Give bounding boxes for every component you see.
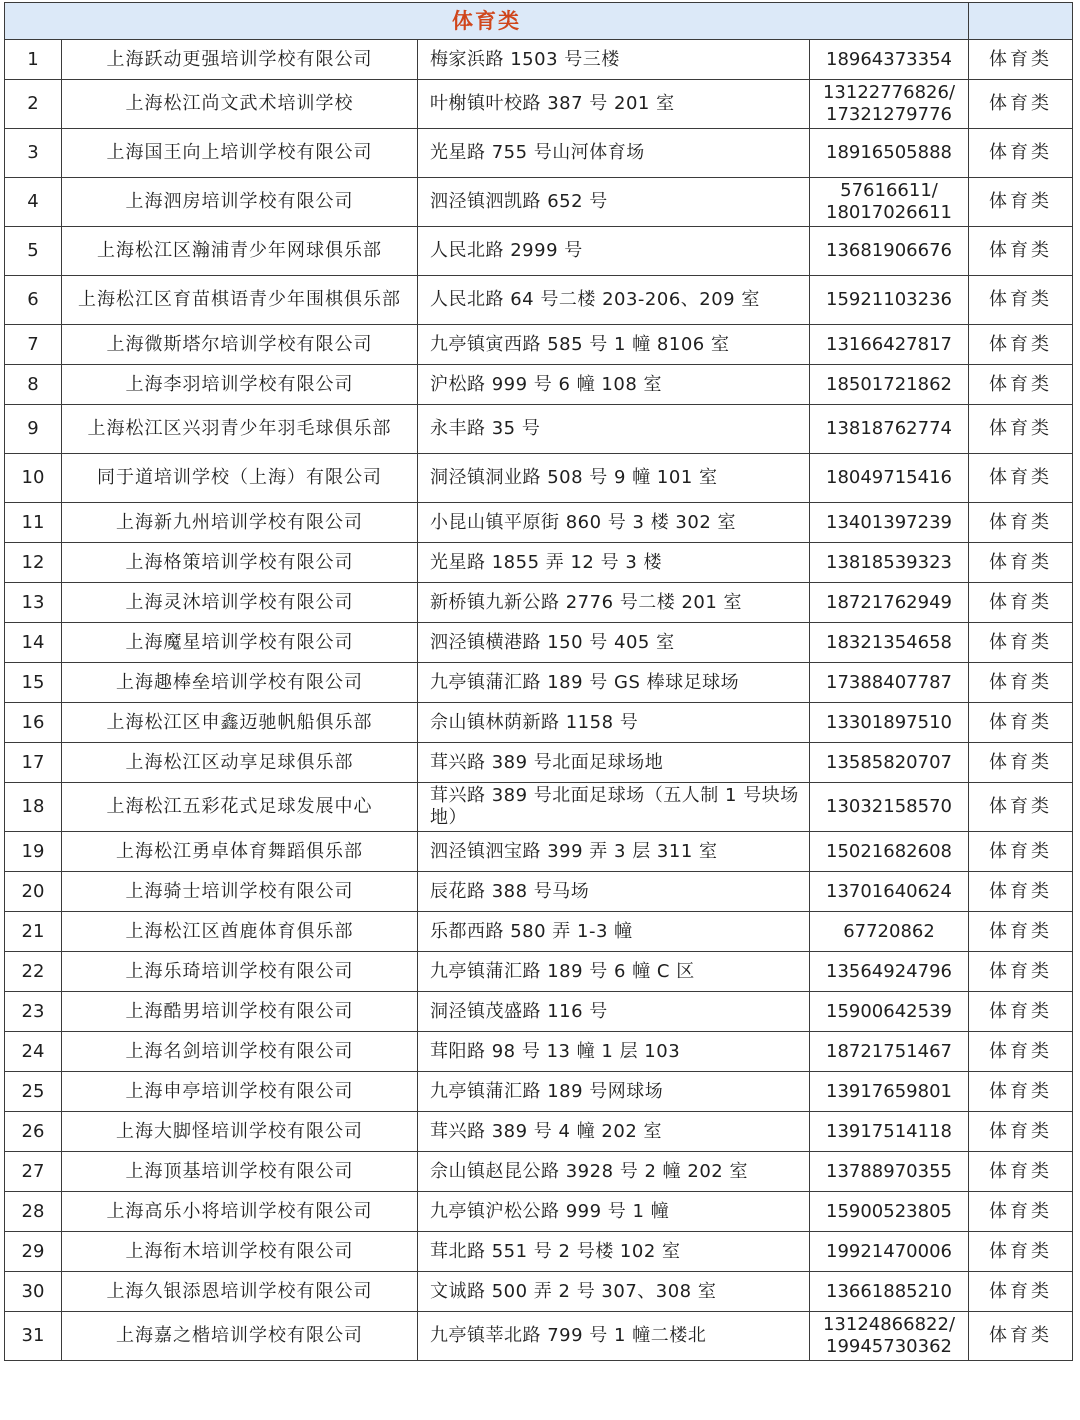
institution-category: 体育类 [969, 1152, 1073, 1192]
institution-name: 上海新九州培训学校有限公司 [62, 503, 418, 543]
row-number: 31 [5, 1312, 62, 1361]
row-number: 8 [5, 365, 62, 405]
row-number: 26 [5, 1112, 62, 1152]
table-row [5, 543, 1073, 583]
institution-phone: 13788970355 [810, 1152, 969, 1192]
table-row [5, 503, 1073, 543]
institution-category: 体育类 [969, 912, 1073, 952]
table-row [5, 1112, 1073, 1152]
institution-category: 体育类 [969, 129, 1073, 178]
institution-address: 茸兴路 389 号北面足球场地 [418, 743, 810, 783]
institution-phone: 15921103236 [810, 276, 969, 325]
institution-category: 体育类 [969, 276, 1073, 325]
institution-category: 体育类 [969, 1192, 1073, 1232]
row-number: 25 [5, 1072, 62, 1112]
row-number: 1 [5, 40, 62, 80]
institution-address: 九亭镇蒲汇路 189 号 GS 棒球足球场 [418, 663, 810, 703]
institution-name: 上海格策培训学校有限公司 [62, 543, 418, 583]
institution-category: 体育类 [969, 663, 1073, 703]
table-row [5, 1192, 1073, 1232]
institution-name: 上海国王向上培训学校有限公司 [62, 129, 418, 178]
table-row [5, 1032, 1073, 1072]
institution-address: 佘山镇林荫新路 1158 号 [418, 703, 810, 743]
table-row [5, 227, 1073, 276]
institution-phone: 57616611/ 18017026611 [810, 178, 969, 227]
table-row [5, 583, 1073, 623]
institution-name: 上海衔木培训学校有限公司 [62, 1232, 418, 1272]
institution-phone: 13166427817 [810, 325, 969, 365]
institution-table [4, 2, 1073, 1361]
institution-address: 茸阳路 98 号 13 幢 1 层 103 [418, 1032, 810, 1072]
institution-address: 辰花路 388 号马场 [418, 872, 810, 912]
institution-phone: 13661885210 [810, 1272, 969, 1312]
row-number: 19 [5, 832, 62, 872]
institution-category: 体育类 [969, 543, 1073, 583]
table-title-row [5, 3, 1073, 40]
table-row [5, 129, 1073, 178]
institution-name: 上海趣棒垒培训学校有限公司 [62, 663, 418, 703]
table-row [5, 325, 1073, 365]
institution-category: 体育类 [969, 783, 1073, 832]
institution-address: 泗泾镇横港路 150 号 405 室 [418, 623, 810, 663]
institution-address: 泗泾镇泗凯路 652 号 [418, 178, 810, 227]
row-number: 15 [5, 663, 62, 703]
institution-category: 体育类 [969, 743, 1073, 783]
table-row [5, 952, 1073, 992]
row-number: 22 [5, 952, 62, 992]
institution-name: 上海久银添恩培训学校有限公司 [62, 1272, 418, 1312]
table-row [5, 663, 1073, 703]
institution-phone: 13032158570 [810, 783, 969, 832]
row-number: 6 [5, 276, 62, 325]
table-row [5, 783, 1073, 832]
institution-phone: 13564924796 [810, 952, 969, 992]
institution-phone: 19921470006 [810, 1232, 969, 1272]
institution-address: 文诚路 500 弄 2 号 307、308 室 [418, 1272, 810, 1312]
institution-name: 上海灵沐培训学校有限公司 [62, 583, 418, 623]
institution-phone: 17388407787 [810, 663, 969, 703]
institution-category: 体育类 [969, 623, 1073, 663]
institution-category: 体育类 [969, 952, 1073, 992]
institution-phone: 13818762774 [810, 405, 969, 454]
institution-phone: 18916505888 [810, 129, 969, 178]
table-row [5, 1232, 1073, 1272]
institution-category: 体育类 [969, 80, 1073, 129]
institution-category: 体育类 [969, 1312, 1073, 1361]
institution-phone: 18501721862 [810, 365, 969, 405]
institution-name: 上海松江区育苗棋语青少年围棋俱乐部 [62, 276, 418, 325]
institution-address: 九亭镇蒲汇路 189 号 6 幢 C 区 [418, 952, 810, 992]
institution-phone: 13818539323 [810, 543, 969, 583]
institution-phone: 15900642539 [810, 992, 969, 1032]
institution-category: 体育类 [969, 365, 1073, 405]
institution-phone: 13917659801 [810, 1072, 969, 1112]
institution-name: 上海微斯塔尔培训学校有限公司 [62, 325, 418, 365]
institution-category: 体育类 [969, 1232, 1073, 1272]
row-number: 12 [5, 543, 62, 583]
institution-name: 上海松江区兴羽青少年羽毛球俱乐部 [62, 405, 418, 454]
institution-name: 上海松江尚文武术培训学校 [62, 80, 418, 129]
training-institutions-sheet [4, 2, 1072, 1361]
table-row [5, 178, 1073, 227]
row-number: 27 [5, 1152, 62, 1192]
institution-phone: 13585820707 [810, 743, 969, 783]
institution-category: 体育类 [969, 227, 1073, 276]
row-number: 4 [5, 178, 62, 227]
institution-name: 上海松江区申鑫迈驰帆船俱乐部 [62, 703, 418, 743]
institution-phone: 13122776826/ 17321279776 [810, 80, 969, 129]
row-number: 10 [5, 454, 62, 503]
institution-phone: 18321354658 [810, 623, 969, 663]
institution-name: 上海松江五彩花式足球发展中心 [62, 783, 418, 832]
institution-phone: 13917514118 [810, 1112, 969, 1152]
table-row [5, 872, 1073, 912]
row-number: 18 [5, 783, 62, 832]
row-number: 20 [5, 872, 62, 912]
institution-category: 体育类 [969, 992, 1073, 1032]
table-row [5, 992, 1073, 1032]
institution-phone: 15021682608 [810, 832, 969, 872]
table-row [5, 832, 1073, 872]
table-row [5, 276, 1073, 325]
institution-category: 体育类 [969, 703, 1073, 743]
institution-name: 上海松江勇卓体育舞蹈俱乐部 [62, 832, 418, 872]
institution-address: 九亭镇莘北路 799 号 1 幢二楼北 [418, 1312, 810, 1361]
row-number: 9 [5, 405, 62, 454]
institution-address: 永丰路 35 号 [418, 405, 810, 454]
row-number: 7 [5, 325, 62, 365]
table-row [5, 454, 1073, 503]
institution-name: 上海顶基培训学校有限公司 [62, 1152, 418, 1192]
institution-name: 上海松江区动享足球俱乐部 [62, 743, 418, 783]
institution-address: 人民北路 2999 号 [418, 227, 810, 276]
table-row [5, 1312, 1073, 1361]
table-row [5, 1152, 1073, 1192]
institution-address: 洞泾镇洞业路 508 号 9 幢 101 室 [418, 454, 810, 503]
institution-address: 佘山镇赵昆公路 3928 号 2 幢 202 室 [418, 1152, 810, 1192]
row-number: 23 [5, 992, 62, 1032]
institution-address: 光星路 755 号山河体育场 [418, 129, 810, 178]
table-row [5, 703, 1073, 743]
institution-category: 体育类 [969, 1112, 1073, 1152]
institution-address: 洞泾镇茂盛路 116 号 [418, 992, 810, 1032]
institution-phone: 18721751467 [810, 1032, 969, 1072]
institution-phone: 13701640624 [810, 872, 969, 912]
institution-phone: 13401397239 [810, 503, 969, 543]
institution-category: 体育类 [969, 832, 1073, 872]
institution-phone: 13124866822/ 19945730362 [810, 1312, 969, 1361]
institution-address: 九亭镇蒲汇路 189 号网球场 [418, 1072, 810, 1112]
institution-phone: 13681906676 [810, 227, 969, 276]
institution-name: 上海嘉之楷培训学校有限公司 [62, 1312, 418, 1361]
institution-address: 光星路 1855 弄 12 号 3 楼 [418, 543, 810, 583]
institution-address: 茸兴路 389 号北面足球场（五人制 1 号块场地） [418, 783, 810, 832]
institution-address: 九亭镇沪松公路 999 号 1 幢 [418, 1192, 810, 1232]
institution-category: 体育类 [969, 454, 1073, 503]
institution-address: 茸北路 551 号 2 号楼 102 室 [418, 1232, 810, 1272]
row-number: 24 [5, 1032, 62, 1072]
institution-name: 上海泗房培训学校有限公司 [62, 178, 418, 227]
row-number: 2 [5, 80, 62, 129]
institution-category: 体育类 [969, 325, 1073, 365]
table-row [5, 743, 1073, 783]
row-number: 5 [5, 227, 62, 276]
row-number: 30 [5, 1272, 62, 1312]
row-number: 3 [5, 129, 62, 178]
row-number: 28 [5, 1192, 62, 1232]
institution-name: 上海酷男培训学校有限公司 [62, 992, 418, 1032]
table-row [5, 80, 1073, 129]
institution-name: 上海魔星培训学校有限公司 [62, 623, 418, 663]
institution-phone: 15900523805 [810, 1192, 969, 1232]
institution-address: 新桥镇九新公路 2776 号二楼 201 室 [418, 583, 810, 623]
institution-name: 上海名剑培训学校有限公司 [62, 1032, 418, 1072]
row-number: 11 [5, 503, 62, 543]
institution-name: 上海跃动更强培训学校有限公司 [62, 40, 418, 80]
institution-category: 体育类 [969, 503, 1073, 543]
institution-phone: 18049715416 [810, 454, 969, 503]
institution-address: 人民北路 64 号二楼 203-206、209 室 [418, 276, 810, 325]
row-number: 16 [5, 703, 62, 743]
table-row [5, 1072, 1073, 1112]
institution-phone: 13301897510 [810, 703, 969, 743]
row-number: 17 [5, 743, 62, 783]
table-row [5, 365, 1073, 405]
table-row [5, 623, 1073, 663]
institution-address: 泗泾镇泗宝路 399 弄 3 层 311 室 [418, 832, 810, 872]
row-number: 21 [5, 912, 62, 952]
table-row [5, 405, 1073, 454]
institution-phone: 18964373354 [810, 40, 969, 80]
institution-address: 叶榭镇叶校路 387 号 201 室 [418, 80, 810, 129]
institution-phone: 67720862 [810, 912, 969, 952]
institution-address: 乐都西路 580 弄 1-3 幢 [418, 912, 810, 952]
institution-name: 上海高乐小将培训学校有限公司 [62, 1192, 418, 1232]
institution-category: 体育类 [969, 178, 1073, 227]
table-row [5, 912, 1073, 952]
institution-category: 体育类 [969, 1032, 1073, 1072]
table-title: 体育类 [5, 3, 969, 40]
institution-name: 上海乐琦培训学校有限公司 [62, 952, 418, 992]
institution-name: 同于道培训学校（上海）有限公司 [62, 454, 418, 503]
institution-address: 茸兴路 389 号 4 幢 202 室 [418, 1112, 810, 1152]
institution-address: 小昆山镇平原街 860 号 3 楼 302 室 [418, 503, 810, 543]
institution-category: 体育类 [969, 583, 1073, 623]
institution-name: 上海骑士培训学校有限公司 [62, 872, 418, 912]
institution-name: 上海李羽培训学校有限公司 [62, 365, 418, 405]
institution-name: 上海大脚怪培训学校有限公司 [62, 1112, 418, 1152]
institution-address: 九亭镇寅西路 585 号 1 幢 8106 室 [418, 325, 810, 365]
institution-category: 体育类 [969, 872, 1073, 912]
row-number: 14 [5, 623, 62, 663]
table-row [5, 1272, 1073, 1312]
row-number: 29 [5, 1232, 62, 1272]
row-number: 13 [5, 583, 62, 623]
institution-rows [5, 40, 1073, 1361]
table-title-blank-cell [969, 3, 1073, 40]
institution-address: 梅家浜路 1503 号三楼 [418, 40, 810, 80]
institution-name: 上海松江区酋鹿体育俱乐部 [62, 912, 418, 952]
institution-name: 上海申亭培训学校有限公司 [62, 1072, 418, 1112]
institution-name: 上海松江区瀚浦青少年网球俱乐部 [62, 227, 418, 276]
table-row [5, 40, 1073, 80]
institution-phone: 18721762949 [810, 583, 969, 623]
institution-category: 体育类 [969, 405, 1073, 454]
institution-category: 体育类 [969, 1272, 1073, 1312]
institution-address: 沪松路 999 号 6 幢 108 室 [418, 365, 810, 405]
institution-category: 体育类 [969, 40, 1073, 80]
institution-category: 体育类 [969, 1072, 1073, 1112]
